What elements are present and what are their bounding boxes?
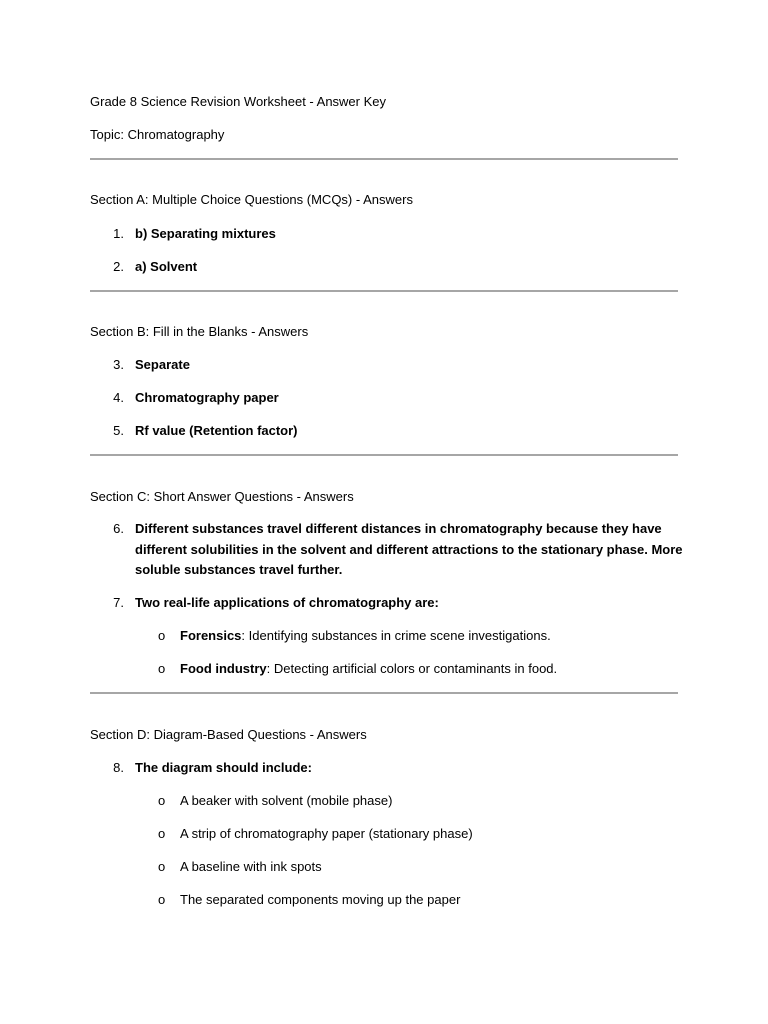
answer-number: 3. — [113, 357, 124, 372]
answer-4: Chromatography paper — [135, 390, 279, 405]
divider — [90, 158, 678, 160]
answer-number: 8. — [113, 760, 124, 775]
answer-8: The diagram should include: — [135, 760, 312, 775]
bullet-description: : Identifying substances in crime scene investigations. — [241, 628, 551, 643]
section-a-heading: Section A: Multiple Choice Questions (MCQs) - Answers — [90, 192, 413, 207]
divider — [90, 454, 678, 456]
document-title: Grade 8 Science Revision Worksheet - Answer Key — [90, 94, 387, 109]
answer-5: Rf value (Retention factor) — [135, 423, 298, 438]
bullet-item — [180, 661, 557, 677]
bullet-term: Food industry — [180, 661, 267, 676]
bullet-marker: o — [158, 793, 166, 808]
answer-6: Different substances travel different distances in chromatography because they have different solubilities in the solvent and different attractions to the stationary phase. More soluble substances travel further. — [135, 521, 683, 577]
section-d-heading: Section D: Diagram-Based Questions - Answers — [90, 727, 367, 742]
bullet-marker: o — [158, 859, 166, 874]
bullet-description: : Detecting artificial colors or contaminants in food. — [266, 661, 558, 676]
bullet-term: Forensics — [180, 628, 242, 643]
document-topic: Topic: Chromatography — [90, 127, 225, 142]
bullet-item: A baseline with ink spots — [180, 859, 322, 874]
divider — [90, 290, 678, 292]
bullet-marker: o — [158, 826, 166, 841]
bullet-marker: o — [158, 892, 166, 907]
answer-number: 2. — [113, 259, 124, 274]
section-c-heading: Section C: Short Answer Questions - Answers — [90, 489, 354, 504]
answer-2: a) Solvent — [135, 259, 198, 274]
bullet-item: A beaker with solvent (mobile phase) — [180, 793, 393, 808]
answer-number: 7. — [113, 595, 124, 610]
answer-number: 6. — [113, 521, 124, 536]
bullet-marker: o — [158, 628, 166, 643]
answer-7: Two real-life applications of chromatography are: — [135, 595, 439, 610]
section-b-heading: Section B: Fill in the Blanks - Answers — [90, 324, 309, 339]
bullet-item: A strip of chromatography paper (stationary phase) — [180, 826, 473, 841]
answer-number: 5. — [113, 423, 124, 438]
bullet-item — [180, 628, 551, 644]
answer-number: 1. — [113, 226, 124, 241]
bullet-item: The separated components moving up the paper — [180, 892, 461, 907]
answer-3: Separate — [135, 357, 190, 372]
answer-number: 4. — [113, 390, 124, 405]
bullet-marker: o — [158, 661, 166, 676]
divider — [90, 692, 678, 694]
answer-1: b) Separating mixtures — [135, 226, 276, 241]
